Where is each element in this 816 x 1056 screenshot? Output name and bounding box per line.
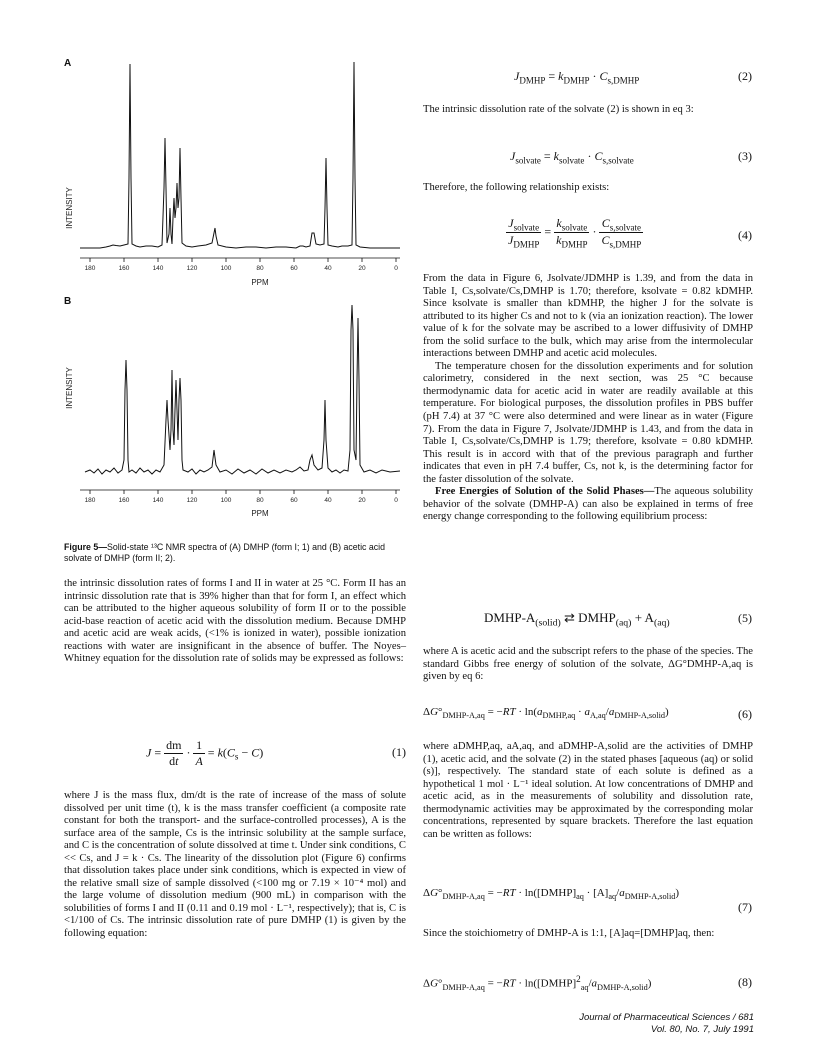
- x-tick-label: 60: [290, 497, 298, 504]
- paragraph: Since the stoichiometry of DMHP-A is 1:1, [A]aq=[DMHP]aq, then:: [423, 928, 715, 939]
- x-axis-ticks-a: [85, 258, 399, 272]
- journal-volume: Vol. 80, No. 7, July 1991: [650, 1024, 754, 1035]
- equation-2-number: (2): [738, 69, 752, 83]
- x-tick-label: 140: [152, 497, 164, 504]
- right-p8: [423, 928, 753, 941]
- x-axis-ticks-b: [85, 490, 399, 504]
- paragraph: From the data in Figure 6, Jsolvate/JDMHP is 1.39, and from the data in Table I, Cs,solvate/Cs,DMHP is 1.70; therefore, ksolvate = 0.82 kDMHP. Since ksolvate is smaller than kDMHP, the higher J for the solvate is attributed to its higher Cs and not to k (via an ionization reaction). The lower value of k for the solvate may be ascribed to a lower diffusivity of DMHP from the solid surface to the bulk, which may arise from the intermolecular interactions between DMHP and acetic acid molecules.: [423, 273, 753, 360]
- journal-name: Journal of Pharmaceutical Sciences / 681: [579, 1012, 754, 1023]
- x-tick-label: 0: [394, 265, 398, 272]
- paragraph: the intrinsic dissolution rates of forms I and II in water at 25 °C. Form II has an intrinsic dissolution rate that is 39% higher than that for form I, an effect which can be attributed to the higher aqueous solubility of form II or to the possible acid-base reaction of acetic acid with the dissolution medium. Because DMHP and acetic acid are weak acids, (<1% is ionized in water), possible ionization reactions with water are insignificant in the absence of buffer. The Noyes–Whitney equation for the dissolution rate of solids may be expressed as follows:: [64, 578, 406, 665]
- paragraph: where aDMHP,aq, aA,aq, and aDMHP-A,solid are the activities of DMHP (1), acetic acid, and the solvate (2) in the stated phases [aqueous (aq) or solid (s)], respectively. The standard state of each solute is defined as a hypothetical 1 mol · L⁻¹ ideal solution. At low concentrations of DMHP and acetic acid, as in the measurements of solubility and dissolution rate, thermodynamic activities may be approximated by the corresponding molar concentrations, represented by square brackets. Therefore the last equation can be written as follows:: [423, 741, 753, 840]
- equation-8-number: (8): [738, 975, 752, 989]
- paragraph-text: The aqueous solubility behavior of the solvate (DMHP-A) can also be explained in terms of free energy change corresponding to the following equilibrium process:: [423, 486, 753, 523]
- paragraph: where J is the mass flux, dm/dt is the rate of increase of the mass of solute dissolved per unit time (t), k is the mass transfer coefficient (a composite rate constant for both the transport- and the surface-controlled processes), A is the surface area of the sample, Cs is the intrinsic solubility at the sample surface, and C is the concentration of solute dissolved at time t. Under sink conditions, C << Cs, and J = k · Cs. The linearity of the dissolution plot (Figure 6) confirms that dissolution takes place under sink conditions, which is expected in view of the relative small size of sample dissolved (<100 mg or 7.19 × 10⁻⁴ mol) and the large volume of dissolution medium (900 mL) in comparison with the solubilities of forms I and II (0.11 and 0.19 mol · L⁻¹, respectively); that is, C is <1/100 of Cs. The intrinsic dissolution rate of pure DMHP (1) is given by the following equation:: [64, 790, 406, 940]
- nmr-spectrum-b: [60, 300, 410, 530]
- paragraph: The temperature chosen for the dissolution experiments and for solution calorimetry, considered in the next section, was 25 °C because thermodynamic data for acetic acid in water are readily available at this temperature. For biological purposes, the dissolution profiles in PBS buffer (pH 7.4) at 37 °C were also determined and were linear as in water (Figure 7). From the data in Figure 7, Jsolvate/JDMHP is 1.43, and from the data in Table I, Cs,solvate/Cs,DMHP is 1.79; therefore, ksolvate = 0.80 kDMHP. This result is in accord with that of the previous paragraph and further indicates that even in pH 7.4 buffer, Cs, not k, is the determining factor for the faster dissolution of the solvate.: [423, 360, 753, 485]
- x-tick-label: 40: [324, 265, 332, 272]
- right-eq3-intro: [423, 104, 753, 117]
- equation-1: J = $\frac{dm}{dt}$ · $\frac{1}{A}$ = $k(C_s - C)$: [146, 738, 264, 768]
- figure-caption: [64, 542, 406, 564]
- x-tick-label: 80: [256, 497, 264, 504]
- x-tick-label: 100: [220, 497, 232, 504]
- left-paragraph-1: [64, 578, 406, 666]
- y-axis-label-b: INTENSITY: [65, 367, 74, 409]
- x-tick-label: 20: [358, 265, 366, 272]
- paragraph: The intrinsic dissolution rate of the solvate (2) is shown in eq 3:: [423, 104, 694, 115]
- x-tick-label: 80: [256, 265, 264, 272]
- equation-3-number: (3): [738, 149, 752, 163]
- right-p6: [423, 646, 753, 684]
- panel-b-label: B: [64, 296, 72, 307]
- x-tick-label: 160: [118, 497, 130, 504]
- x-axis-label-b: PPM: [251, 509, 269, 518]
- spectrum-trace-a: [80, 62, 400, 248]
- x-tick-label: 180: [84, 497, 96, 504]
- nmr-spectrum-a: [60, 58, 410, 290]
- equation-4: $\frac{J_{solvate}}{J_{DMHP}}$ = $\frac{k_{solvate}}{k_{DMHP}}$ · $\frac{C_{s,solvate}}{C_{s,DMHP}}$: [508, 216, 642, 250]
- panel-a-label: A: [64, 58, 72, 69]
- left-paragraph-2: [64, 790, 406, 941]
- equation-7: $\Delta G^\circ_{DMHP-A,aq} = -RT$ · $\ln([DMHP]_{aq} \cdot [A]_{aq}/a_{DMHP-A,solid})$: [423, 887, 680, 902]
- equation-7-number: (7): [738, 900, 752, 914]
- right-p7: [423, 741, 753, 841]
- paragraph: [423, 486, 753, 524]
- equation-4-number: (4): [738, 228, 752, 242]
- equation-8: $\Delta G^\circ_{DMHP-A,aq} = -RT$ · $\ln([DMHP]^2_{aq}/a_{DMHP-A,solid})$: [423, 974, 652, 992]
- x-tick-label: 140: [152, 265, 164, 272]
- x-tick-label: 160: [118, 265, 130, 272]
- x-tick-label: 100: [220, 265, 232, 272]
- x-tick-label: 120: [186, 497, 198, 504]
- equation-6: $\Delta G^\circ_{DMHP-A,aq} = -RT \cdot \ln(a_{DMHP,aq} \cdot a_{A,aq}/a_{DMHP-A,solid})$: [423, 706, 669, 721]
- y-axis-label-a: INTENSITY: [65, 187, 74, 229]
- equation-6-number: (6): [738, 707, 752, 721]
- x-tick-label: 120: [186, 265, 198, 272]
- equation-5: DMHP-$A_{(solid)}$ ⇄ $DMHP_{(aq)} + A_{(aq)}$: [484, 610, 670, 629]
- equation-2: $J_{DMHP} = k_{DMHP} \cdot C_{s,DMHP}$: [514, 69, 640, 86]
- section-heading: Free Energies of Solution of the Solid Phases—: [435, 486, 655, 498]
- caption-text: Solid-state ¹³C NMR spectra of (A) DMHP (form I; 1) and (B) acetic acid solvate of DMHP (form II; 2).: [64, 542, 386, 563]
- x-tick-label: 60: [290, 265, 298, 272]
- right-eq4-intro: [423, 182, 753, 195]
- x-tick-label: 20: [358, 497, 366, 504]
- x-axis-label-a: PPM: [251, 278, 269, 287]
- x-tick-label: 40: [324, 497, 332, 504]
- caption-title: Figure 5—: [64, 542, 108, 552]
- equation-1-number: (1): [392, 745, 406, 759]
- journal-footer: [540, 1012, 754, 1036]
- equation-3: $J_{solvate} = k_{solvate} \cdot C_{s,solvate}$: [510, 149, 634, 166]
- spectrum-trace-b: [85, 305, 400, 474]
- paragraph: where A is acetic acid and the subscript refers to the phase of the species. The standard Gibbs free energy of solution of the solvate, ΔG°DMHP-A,aq is given by eq 6:: [423, 646, 753, 683]
- paragraph: Therefore, the following relationship exists:: [423, 182, 610, 193]
- right-body: [423, 273, 753, 524]
- x-tick-label: 0: [394, 497, 398, 504]
- x-tick-label: 180: [84, 265, 96, 272]
- equation-5-number: (5): [738, 611, 752, 625]
